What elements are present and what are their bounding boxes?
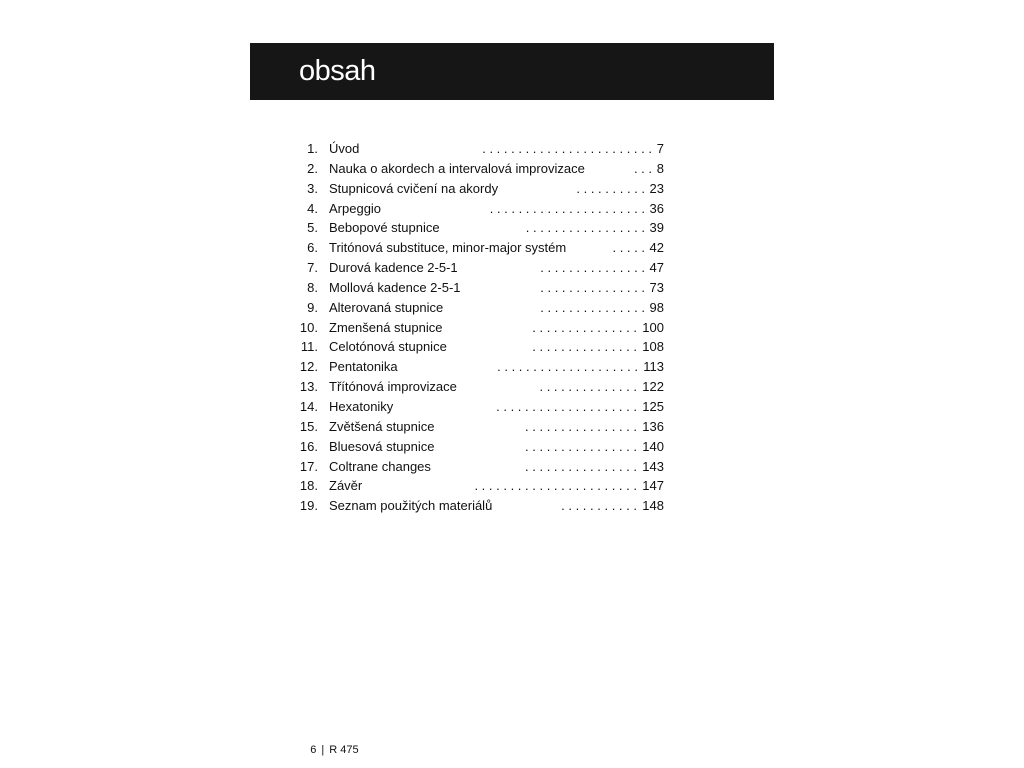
toc-entry-title: Celotónová stupnice (329, 339, 447, 355)
toc-entry-page-number: 100 (642, 319, 664, 335)
toc-entry-leader-dots: . . . . . . . . . . . . . . . (532, 339, 637, 355)
toc-entry-leader-dots: . . . . . . . . . . . . . . . . (525, 438, 637, 454)
toc-entry-number: 3. (307, 180, 318, 196)
toc-entry-leader-dots: . . . . . . . . . . . . . . . . . . . . . . . (474, 478, 637, 494)
toc-entry (290, 318, 668, 338)
table-of-contents (290, 139, 668, 516)
toc-entry-page-number: 125 (642, 398, 664, 414)
toc-entry (290, 337, 668, 357)
toc-entry-leader-dots: . . . . . . . . . . . . . . . (540, 279, 645, 295)
toc-entry-leader-dots: . . . . . . . . . . . . . . . (540, 260, 645, 276)
toc-entry-leader-dots: . . . . . . . . . . . . . . . (540, 299, 645, 315)
toc-entry-title: Bebopové stupnice (329, 220, 440, 236)
toc-entry-page-number: 148 (642, 498, 664, 514)
toc-entry-page-number: 140 (642, 438, 664, 454)
toc-entry-number: 1. (307, 141, 318, 156)
toc-entry-page-number: 36 (649, 200, 664, 216)
toc-entry-title: Třítónová improvizace (329, 379, 457, 395)
page-title: obsah (299, 55, 376, 87)
footer-separator: | (321, 744, 325, 756)
toc-entry (290, 278, 668, 298)
toc-entry (290, 199, 668, 219)
toc-entry-leader-dots: . . . . . . . . . . . . . . . . (525, 458, 637, 474)
toc-entry-number: 6. (307, 240, 318, 256)
toc-entry-number: 11. (300, 339, 318, 355)
toc-entry-title: Tritónová substituce, minor-major systém (329, 240, 567, 256)
toc-entry-leader-dots: . . . . . . . . . . . . . . . . . . . . (496, 398, 637, 414)
toc-entry-page-number: 39 (649, 220, 664, 236)
toc-entry-title: Durová kadence 2-5-1 (329, 260, 458, 276)
toc-entry-page-number: 136 (642, 418, 664, 434)
toc-entry-title: Stupnicová cvičení na akordy (329, 180, 499, 196)
toc-entry-title: Závěr (329, 478, 363, 494)
footer-page-number: 6 (310, 744, 317, 756)
toc-entry-title: Bluesová stupnice (329, 438, 435, 454)
toc-entry-number: 18. (299, 478, 318, 494)
toc-entry-page-number: 23 (649, 180, 664, 196)
toc-entry-title: Nauka o akordech a intervalová improvizace (329, 160, 585, 176)
toc-entry (290, 437, 668, 457)
toc-entry-number: 13. (299, 379, 318, 395)
toc-entry (290, 298, 668, 318)
toc-entry-title: Hexatoniky (329, 398, 394, 414)
toc-entry-page-number: 147 (642, 478, 664, 494)
toc-entry-number: 8. (307, 279, 318, 295)
toc-entry-number: 2. (307, 160, 318, 176)
toc-entry-number: 19. (299, 498, 318, 514)
toc-entry-leader-dots: . . . . . . . . . . . . . . . . (525, 418, 637, 434)
toc-entry-number: 10. (299, 319, 318, 335)
toc-entry-title: Zvětšená stupnice (329, 418, 435, 434)
toc-entry-title: Seznam použitých materiálů (329, 498, 493, 514)
toc-entry-title: Úvod (329, 141, 360, 156)
toc-entry-leader-dots: . . . . . . . . . . . (561, 498, 637, 514)
toc-entry-leader-dots: . . . . . . . . . . . . . . . . . . . . . . (490, 200, 645, 216)
toc-entry (290, 476, 668, 496)
footer-code: R 475 (329, 744, 359, 756)
toc-entry-page-number: 42 (649, 240, 664, 256)
toc-entry-title: Arpeggio (329, 200, 382, 216)
toc-entry (290, 496, 668, 516)
toc-entry (290, 218, 668, 238)
toc-entry-leader-dots: . . . . . . . . . . . . . . . . . . . . (497, 359, 638, 375)
toc-entry-leader-dots: . . . . . . . . . . . . . . . . . . . . . . . . (482, 141, 652, 156)
header-bar (250, 43, 774, 100)
toc-entry-leader-dots: . . . . . . . . . . . . . . . (532, 319, 637, 335)
toc-entry-leader-dots: . . . (634, 160, 652, 176)
toc-entry-number: 5. (307, 220, 318, 236)
toc-entry-number: 4. (307, 200, 318, 216)
toc-entry-page-number: 8 (656, 160, 664, 176)
toc-entry-number: 15. (299, 418, 318, 434)
toc-entry-page-number: 73 (649, 279, 664, 295)
toc-entry (290, 397, 668, 417)
toc-entry-page-number: 143 (642, 458, 664, 474)
toc-entry-title: Coltrane changes (329, 458, 431, 474)
toc-entry-leader-dots: . . . . . (612, 240, 645, 256)
toc-entry-number: 9. (307, 299, 318, 315)
toc-entry-page-number: 7 (656, 141, 664, 156)
toc-entry (290, 258, 668, 278)
toc-entry-title: Alterovaná stupnice (329, 299, 444, 315)
page-footer (298, 729, 359, 768)
toc-entry-page-number: 47 (649, 260, 664, 276)
toc-entry-page-number: 113 (643, 359, 664, 375)
toc-entry-title: Zmenšená stupnice (329, 319, 443, 335)
toc-entry (290, 179, 668, 199)
toc-entry-number: 17. (299, 458, 318, 474)
toc-entry-page-number: 108 (642, 339, 664, 355)
toc-entry (290, 457, 668, 477)
toc-entry-number: 14. (299, 398, 318, 414)
toc-entry (290, 238, 668, 258)
toc-entry-page-number: 98 (649, 299, 664, 315)
toc-entry (290, 357, 668, 377)
toc-entry (290, 139, 668, 159)
toc-entry (290, 159, 668, 179)
toc-entry-leader-dots: . . . . . . . . . . . . . . (539, 379, 637, 395)
toc-entry-title: Pentatonika (329, 359, 398, 375)
toc-entry-number: 16. (299, 438, 318, 454)
toc-entry-page-number: 122 (642, 379, 664, 395)
toc-entry-number: 12. (299, 359, 318, 375)
toc-entry-leader-dots: . . . . . . . . . . (576, 180, 645, 196)
toc-entry-number: 7. (307, 260, 318, 276)
toc-entry (290, 417, 668, 437)
toc-entry-leader-dots: . . . . . . . . . . . . . . . . . (526, 220, 645, 236)
toc-entry-title: Mollová kadence 2-5-1 (329, 279, 461, 295)
toc-entry (290, 377, 668, 397)
